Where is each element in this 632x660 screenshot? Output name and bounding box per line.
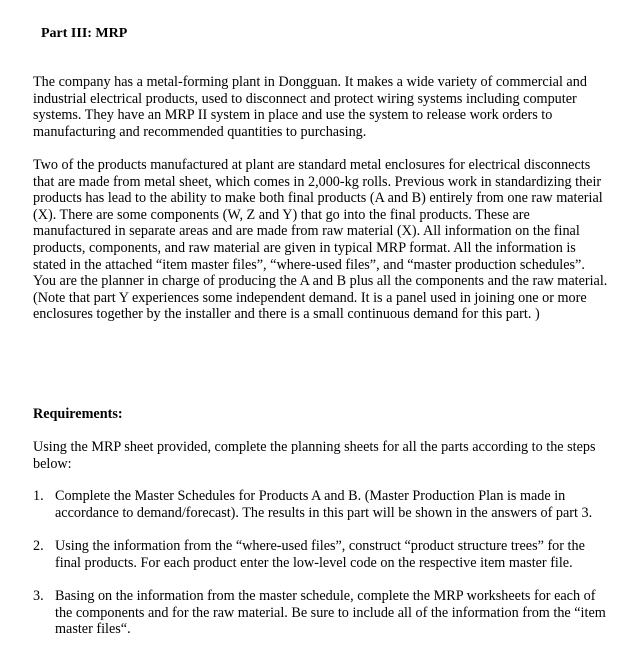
intro-line: industrial electrical products, used to disconnect and protect wiring systems including computer	[33, 90, 577, 107]
page-title: Part III: MRP	[41, 26, 128, 41]
intro-line: manufacturing and recommended quantities to purchasing.	[33, 123, 367, 140]
requirement-number: 2.	[33, 538, 44, 554]
requirement-line: final products. For each product enter the low-level code on the respective item master file.	[55, 554, 573, 571]
products-line: (X). There are some components (W, Z and Y) that go into the final products. These are	[33, 206, 530, 223]
requirement-line: Basing on the information from the master schedule, complete the MRP worksheets for each of	[55, 588, 596, 604]
products-line: products, components, and raw material are given in typical MRP format. All the information is	[33, 239, 576, 256]
requirement-text	[55, 588, 606, 638]
requirements-heading: Requirements:	[33, 406, 123, 422]
requirement-line: Complete the Master Schedules for Products A and B. (Master Production Plan is made in	[55, 488, 566, 504]
products-paragraph	[33, 157, 625, 323]
requirement-line: master files“.	[55, 621, 131, 638]
requirement-number: 1.	[33, 488, 44, 504]
products-line: (Note that part Y experiences some independent demand. It is a panel used in joining one or more	[33, 289, 587, 306]
products-line: enclosures together by the installer and there is a small continuous demand for this part. )	[33, 306, 540, 323]
requirements-intro-line: Using the MRP sheet provided, complete the planning sheets for all the parts according to the steps	[33, 439, 596, 455]
intro-paragraph	[33, 74, 625, 140]
intro-line: systems. They have an MRP II system in place and use the system to release work orders to	[33, 107, 553, 124]
requirement-text	[55, 538, 585, 571]
products-line: Two of the products manufactured at plant are standard metal enclosures for electrical disconnects	[33, 157, 591, 173]
products-line: that are made from metal sheet, which comes in 2,000-kg rolls. Previous work in standardizing their	[33, 173, 602, 190]
products-line: manufactured in separate areas and are made from raw material (X). All information on the final	[33, 223, 580, 240]
products-line: stated in the attached “item master files”, “where-used files”, and “master production schedules”.	[33, 256, 585, 273]
products-line: You are the planner in charge of producing the A and B plus all the components and the raw material.	[33, 273, 608, 290]
requirement-number: 3.	[33, 588, 44, 604]
products-line: products has lead to the ability to make both final products (A and B) entirely from one raw material	[33, 190, 603, 207]
requirement-line: the components and for the raw material. Be sure to include all of the information from the “item	[55, 604, 606, 621]
requirements-intro-line: below:	[33, 455, 72, 472]
requirement-line: accordance to demand/forecast). The results in this part will be shown in the answers of part 3.	[55, 504, 593, 521]
requirements-intro	[33, 439, 625, 472]
requirement-text	[55, 488, 592, 521]
requirement-line: Using the information from the “where-used files”, construct “product structure trees” for the	[55, 538, 585, 554]
intro-line: The company has a metal-forming plant in Dongguan. It makes a wide variety of commercial and	[33, 74, 587, 90]
